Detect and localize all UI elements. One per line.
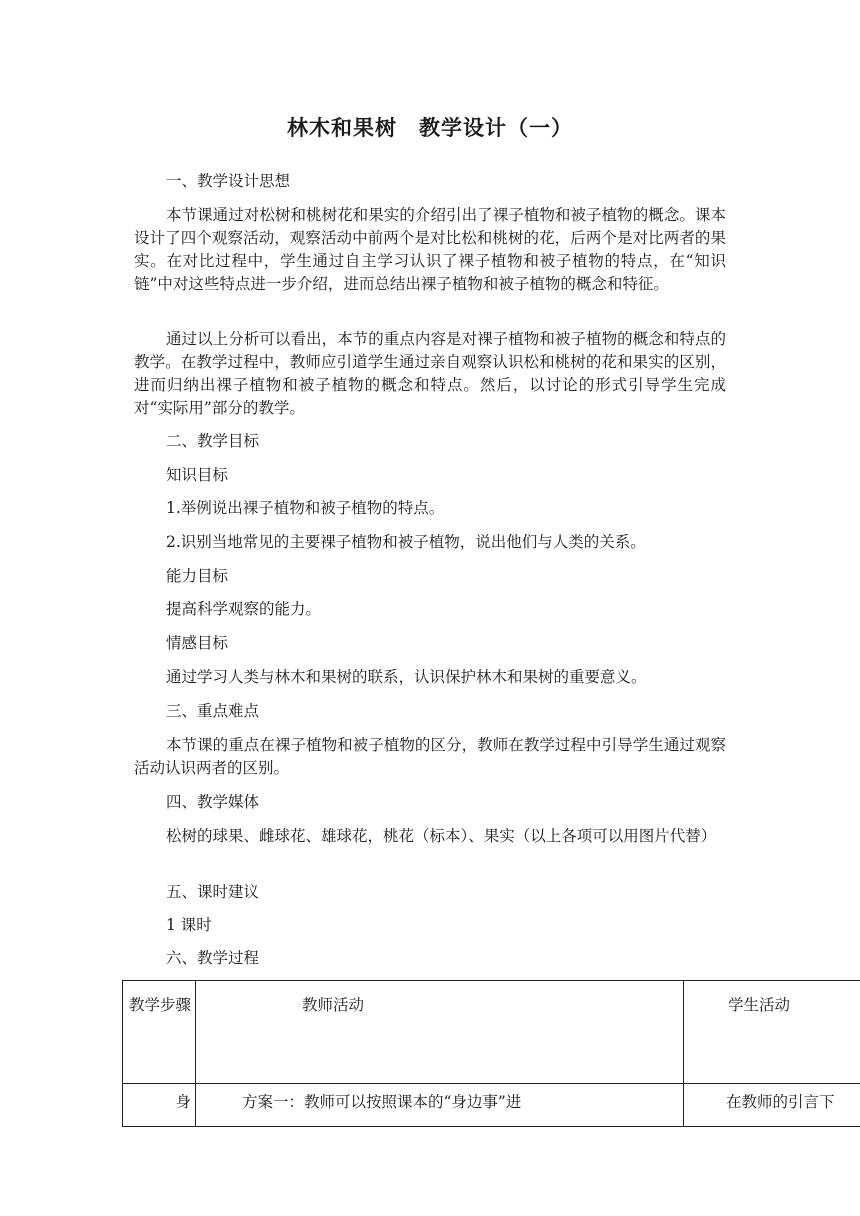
subheading-ability: 能力目标 xyxy=(166,567,229,585)
teaching-process-table xyxy=(122,980,860,1127)
section-heading-lesson-hours: 五、课时建议 xyxy=(166,883,260,901)
objective-emotion-1: 通过学习人类与林木和果树的联系，认识保护林木和果树的重要意义。 xyxy=(166,668,647,686)
objective-knowledge-1: 1.举例说出裸子植物和被子植物的特点。 xyxy=(166,499,445,517)
subheading-emotion: 情感目标 xyxy=(166,634,229,652)
paragraph-media: 松树的球果、雌球花、雄球花，桃花（标本）、果实（以上各项可以用图片代替） xyxy=(166,827,717,845)
table-row xyxy=(123,1084,860,1127)
section-heading-process: 六、教学过程 xyxy=(166,949,260,967)
section-heading-key-points: 三、重点难点 xyxy=(166,702,260,720)
lesson-hours-value: 1 课时 xyxy=(166,916,212,934)
subheading-knowledge: 知识目标 xyxy=(166,466,229,484)
row-step: 身 xyxy=(123,1084,196,1127)
section-heading-media: 四、教学媒体 xyxy=(166,793,260,811)
objective-knowledge-2: 2.识别当地常见的主要裸子植物和被子植物，说出他们与人类的关系。 xyxy=(166,533,646,551)
document-title: 林木和果树 教学设计（一） xyxy=(287,116,573,140)
paragraph-key-points: 本节课的重点在裸子植物和被子植物的区分，教师在教学过程中引导学生通过观察活动认识两者的区别。 xyxy=(134,736,726,777)
row-student-activity: 在教师的引言下 xyxy=(684,1084,860,1127)
paragraph-design-idea-1: 本节课通过对松树和桃树花和果实的介绍引出了裸子植物和被子植物的概念。课本设计了四个观察活动，观察活动中前两个是对比松和桃树的花，后两个是对比两者的果实。在对比过程中，学生通过自主学习认识了裸子植物和被子植物的特点，在“知识链”中对这些特点进一步介绍，进而总结出裸子植物和被子植物的概念和特征。 xyxy=(134,206,726,293)
row-teacher-activity: 方案一：教师可以按照课本的“身边事”进 xyxy=(196,1084,684,1127)
objective-ability-1: 提高科学观察的能力。 xyxy=(166,600,322,618)
section-heading-objectives: 二、教学目标 xyxy=(166,432,260,450)
header-teacher-activity: 教师活动 xyxy=(196,981,684,1084)
section-heading-design-idea: 一、教学设计思想 xyxy=(166,172,291,190)
header-step: 教学步骤 xyxy=(123,981,196,1084)
table-header-row xyxy=(123,981,860,1084)
paragraph-design-idea-2: 通过以上分析可以看出，本节的重点内容是对裸子植物和被子植物的概念和特点的教学。在教学过程中，教师应引道学生通过亲自观察认识松和桃树的花和果实的区别，进而归纳出裸子植物和被子植物的概念和特点。然后，以讨论的形式引导学生完成对“实际用”部分的教学。 xyxy=(134,330,726,417)
header-student-activity: 学生活动 xyxy=(684,981,860,1084)
